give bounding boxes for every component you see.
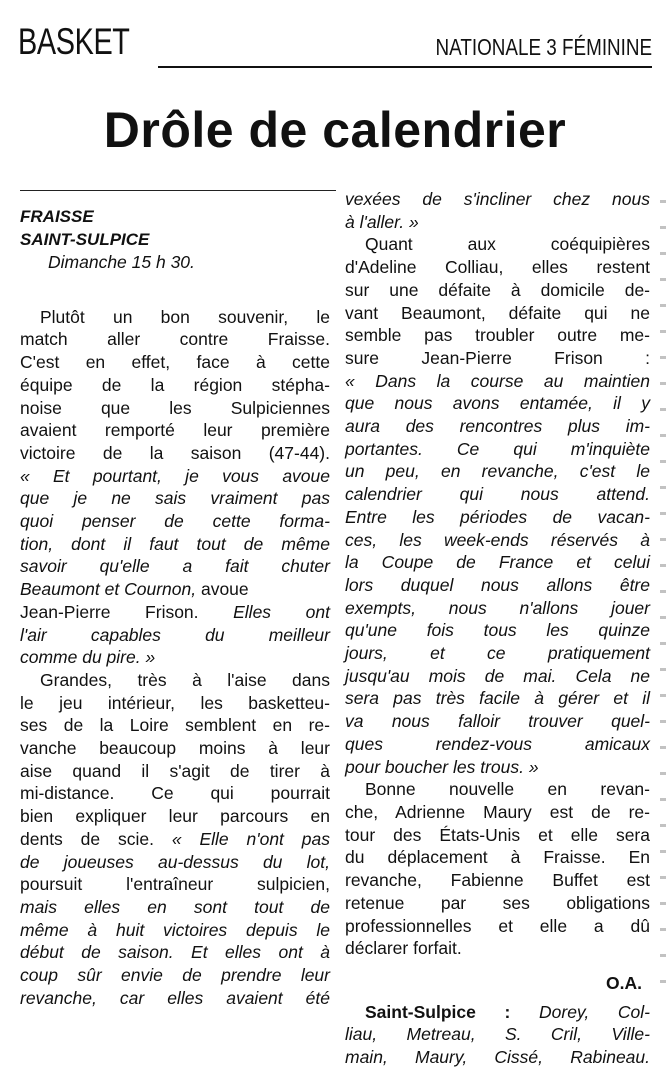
quote-line: exempts, nous n'allons jouer: [345, 597, 650, 618]
text-line: bien expliquer leur parcours en: [20, 806, 330, 827]
section-label: NATIONALE 3 FÉMININE: [435, 34, 652, 60]
quote-line: coup sûr envie de prendre leur: [20, 965, 330, 986]
text-line: mi-distance. Ce qui pourrait: [20, 783, 330, 804]
quote-line: comme du pire. »: [20, 647, 156, 668]
text-line: Plutôt un bon souvenir, le: [40, 306, 330, 327]
text-line: [20, 601, 330, 624]
text-line: vant Beaumont, défaite qui ne: [345, 302, 650, 323]
quote-line: quoi penser de cette forma-: [20, 511, 330, 532]
quote-line: mais elles en sont tout de: [20, 896, 330, 917]
quote-line: tion, dont il faut tout de même: [20, 533, 330, 554]
text-line: le jeu intérieur, les basketteu-: [20, 692, 330, 713]
text-line: Bonne nouvelle en revan-: [365, 779, 650, 800]
scan-margin-marks: [660, 200, 666, 1000]
text-line: victoire de la saison (47-44).: [20, 442, 330, 463]
team-home: FRAISSE: [20, 207, 94, 226]
roster-names: main, Maury, Cissé, Rabineau.: [345, 1047, 650, 1068]
roster-names: liau, Metreau, S. Cril, Ville-: [345, 1024, 650, 1045]
article-column-1: [20, 205, 330, 1010]
team-away: SAINT-SULPICE: [20, 230, 150, 249]
text-fragment: dents de scie.: [20, 828, 154, 849]
quote-line: jusqu'au mois de mai. Cela ne: [345, 665, 650, 686]
quote-line: qu'une fois tous les quinze: [345, 620, 650, 641]
text-line: revanche, Fabienne Buffet est: [345, 870, 650, 891]
quote-line: pour boucher les trous. »: [345, 756, 539, 777]
roster-names: Dorey, Col-: [539, 1001, 650, 1022]
quote-line: la Coupe de France et celui: [345, 552, 650, 573]
attribution: avoue: [200, 579, 249, 600]
quote-line: un peu, en revanche, c'est le: [345, 461, 650, 482]
attribution: poursuit l'entraîneur sulpicien,: [20, 874, 330, 895]
headline: Drôle de calendrier: [103, 102, 567, 158]
text-line: retenue par ses obligations: [345, 892, 650, 913]
quote-line: l'air capables du meilleur: [20, 624, 330, 645]
quote-line: jours, et ce pratiquement: [345, 643, 650, 664]
text-line: tour des États-Unis et elle sera: [345, 824, 650, 845]
quote-line: ques rendez-vous amicaux: [345, 733, 650, 754]
text-line: che, Adrienne Maury est de re-: [345, 801, 650, 822]
quote-line: vexées de s'incliner chez nous: [345, 189, 650, 209]
quote-line: même à huit victoires depuis le: [20, 919, 330, 940]
roster-line: [345, 1001, 650, 1024]
quote-line: « Et pourtant, je vous avoue: [20, 465, 330, 486]
column-rule: [20, 190, 336, 191]
quote-line: savoir qu'elle a fait chuter: [20, 556, 330, 577]
text-line: noise que les Sulpiciennes: [20, 397, 330, 418]
quote-line: que nous avons entamée, il y: [345, 393, 650, 414]
article-column-2: [345, 188, 650, 1069]
quote-line: Entre les périodes de vacan-: [345, 506, 650, 527]
text-line: sur une défaite à domicile de-: [345, 279, 650, 300]
quote-fragment: « Elle n'ont pas: [171, 828, 330, 849]
text-line: avaient remporté leur première: [20, 420, 330, 441]
quote-line: lors duquel nous allons être: [345, 574, 650, 595]
text-line: d'Adeline Colliau, elles restent: [345, 257, 650, 278]
text-line: déclarer forfait.: [345, 938, 462, 959]
quote-line: que je ne sais vraiment pas: [20, 488, 330, 509]
text-line: équipe de la région stépha-: [20, 374, 330, 395]
header-rule: [158, 66, 652, 68]
text-line: [20, 828, 330, 851]
text-line: aise quand il s'agit de tirer à: [20, 760, 330, 781]
quote-line: sera pas très facile à gérer et il: [345, 688, 650, 709]
match-schedule: Dimanche 15 h 30.: [48, 252, 195, 272]
text-line: C'est en effet, face à cette: [20, 352, 330, 373]
quote-fragment: Elles ont: [233, 601, 330, 622]
text-line: professionnelles et elle a dû: [345, 915, 650, 936]
quote-line: ces, les week-ends réservés à: [345, 529, 650, 550]
quote-line: à l'aller. »: [345, 211, 419, 232]
text-line: Grandes, très à l'aise dans: [40, 669, 330, 690]
text-line: [20, 578, 330, 601]
text-line: Quant aux coéquipières: [365, 234, 650, 255]
quote-line: portantes. Ce qui m'inquiète: [345, 438, 650, 459]
text-line: semble pas troubler outre me-: [345, 325, 650, 346]
text-line: match aller contre Fraisse.: [20, 329, 330, 350]
quote-line: de joueuses au-dessus du lot,: [20, 851, 330, 872]
text-line: vanche beaucoup moins à leur: [20, 738, 330, 759]
attribution-name: Jean-Pierre Frison.: [20, 601, 199, 622]
text-line: sure Jean-Pierre Frison :: [345, 347, 650, 368]
rubric-label: BASKET: [18, 21, 130, 62]
text-line: du déplacement à Fraisse. En: [345, 847, 650, 868]
byline: O.A.: [606, 972, 642, 993]
quote-line: aura des rencontres plus im-: [345, 416, 650, 437]
quote-line: revanche, car elles avaient été: [20, 987, 330, 1008]
quote-line: calendrier qui nous attend.: [345, 484, 650, 505]
quote-fragment: Beaumont et Cournon,: [20, 579, 197, 600]
quote-line: « Dans la course au maintien: [345, 370, 650, 391]
text-line: ses de la Loire semblent en re-: [20, 715, 330, 736]
quote-line: va nous falloir trouver quel-: [345, 711, 650, 732]
page-header: [18, 22, 652, 68]
quote-line: début de saison. Et elles ont à: [20, 942, 330, 963]
roster-team: Saint-Sulpice :: [365, 1001, 511, 1022]
